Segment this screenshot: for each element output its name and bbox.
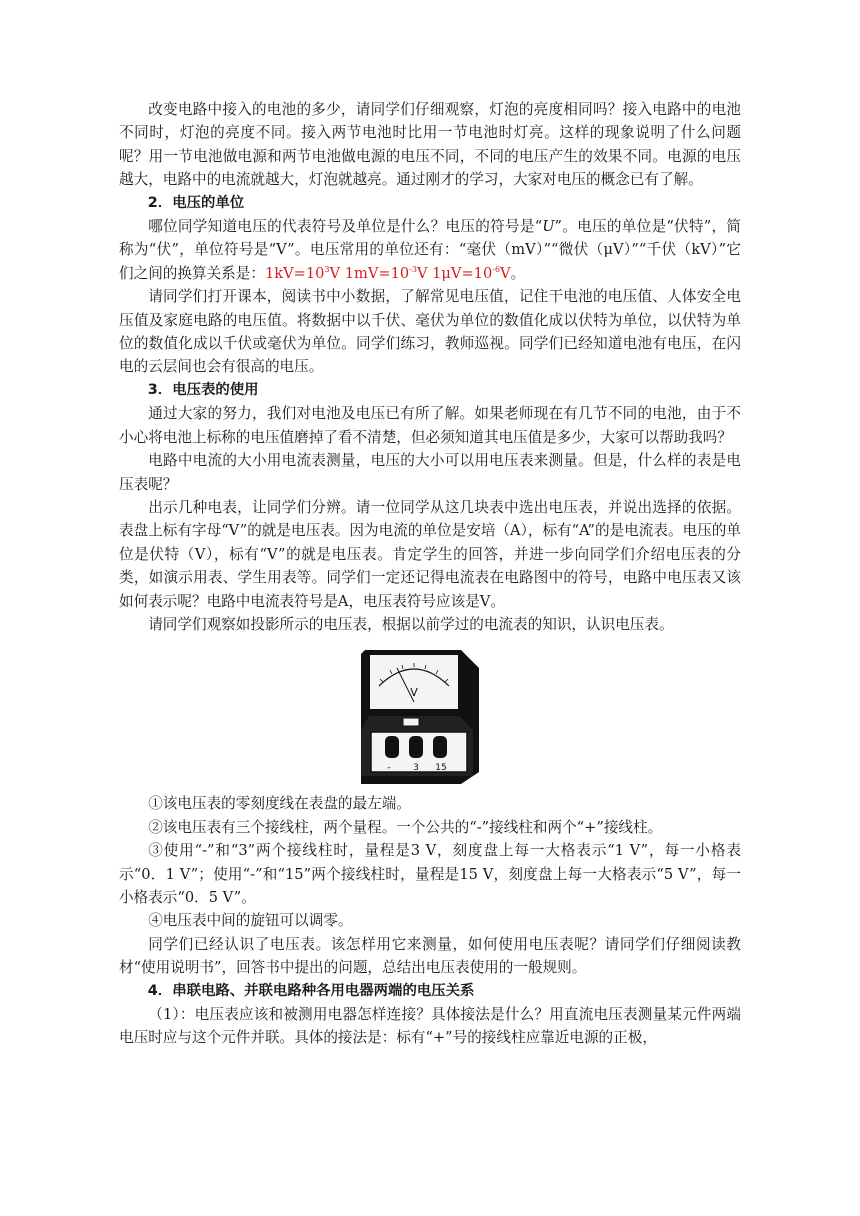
unit-conversion: $1kV=10^3V$ $1mV=10^{-3}V$ $1\mu V=10^{-6}V$ [264,264,511,282]
dial-letter: V [410,686,418,700]
paragraph-4: 通过大家的努力，我们对电池及电压已有所了解。如果老师现在有几节不同的电池，由于不小心将电池上标称的电压值磨掉了看不清楚，但必须知道其电压值是多少，大家可以帮助我吗？ [119,405,741,446]
paragraph-3: 请同学们打开课本，阅读书中小数据，了解常见电压值，记住干电池的电压值、人体安全电压值及家庭电路的电压值。将数据中以千伏、毫伏为单位的数值化成以伏特为单位，以伏特为单位的数值化成以千伏或毫伏为单位。同学们练习，教师巡视。同学们已经知道电池有电压，在闪电的云层间也会有很高的电压。 [119,288,741,376]
voltmeter-figure [119,646,741,786]
terminal-label-3: 15 [435,763,447,774]
voltmeter-image [357,646,483,786]
paragraph-9: （1）：电压表应该和被测用电器怎样连接？具体接法是什么？用直流电压表测量某元件两端电压时应与这个元件并联。具体的接法是：标有“+”号的接线柱应靠近电源的正极， [119,1006,741,1047]
note-1: ①该电压表的零刻度线在表盘的最左端。 [148,795,411,813]
note-3: ③使用“-”和“3”两个接线柱时，量程是3 V，刻度盘上每一大格表示“1 V”，每一小格表示“0．1 V”；使用“-”和“15”两个接线柱时，量程是15 V，刻度盘上每一大格表示“5 V”，每一小格表示“0．5 V”。 [119,842,741,906]
paragraph-6: 出示几种电表，让同学们分辨。请一位同学从这几块表中选出电压表，并说出选择的依据。表盘上标有字母“V”的就是电压表。因为电流的单位是安培（A），标有“A”的是电流表。电压的单位是伏特（V），标有“V”的就是电压表。肯定学生的回答，并进一步向同学们介绍电压表的分类，如演示用表、学生用表等。同学们一定还记得电流表在电路图中的符号，电路中电压表又该如何表示呢？电路中电流表符号是A，电压表符号应该是V。 [119,498,741,610]
terminal-label-2: 3 [413,763,419,774]
note-2: ②该电压表有三个接线柱，两个量程。一个公共的“-”接线柱和两个“+”接线柱。 [148,818,663,836]
paragraph-8: 同学们已经认识了电压表。该怎样用它来测量，如何使用电压表呢？请同学们仔细阅读教材“使用说明书”，回答书中提出的问题，总结出电压表使用的一般规则。 [119,935,741,977]
note-4: ④电压表中间的旋钮可以调零。 [148,912,353,930]
section-heading-4: 4．串联电路、并联电路种各用电器两端的电压关系 [147,982,475,999]
paragraph-1: 改变电路中接入的电池的多少，请同学们仔细观察，灯泡的亮度相同吗？接入电路中的电池不同时，灯泡的亮度不同。接入两节电池时比用一节电池时灯亮。这样的现象说明了什么问题呢？用一节电池做电源和两节电池做电源的电压不同，不同的电压产生的效果不同。电源的电压越大，电路中的电流就越大，灯泡就越亮。通过刚才的学习，大家对电压的概念已有了解。 [119,101,741,189]
paragraph-units: 哪位同学知道电压的代表符号及单位是什么？电压的符号是“U”。电压的单位是“伏特”，简称为“伏”，单位符号是“V”。电压常用的单位还有：“毫伏（mV）”“微伏（μV）”“千伏（kV）”它们之间的换算关系是：$1kV=10^3V$ $1mV=10^{-3}V$ $1\mu V=10^{-6}V$。 [119,218,741,282]
section-heading-2: 2．电压的单位 [147,194,245,211]
paragraph-5: 电路中电流的大小用电流表测量，电压的大小可以用电压表来测量。但是，什么样的表是电压表呢？ [119,452,741,493]
document-page [119,98,741,1050]
section-heading-3: 3．电压表的使用 [147,381,259,398]
terminal-label-1: - [387,763,391,774]
paragraph-7: 请同学们观察如投影所示的电压表，根据以前学过的电流表的知识，认识电压表。 [148,615,674,633]
